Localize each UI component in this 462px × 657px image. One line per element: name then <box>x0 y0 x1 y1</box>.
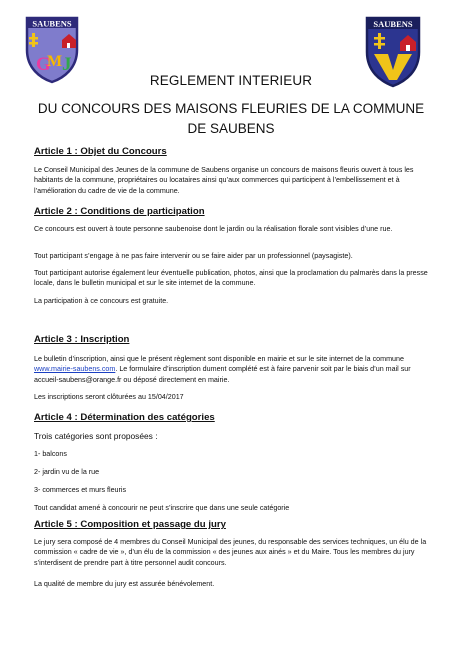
article-4-intro: Trois catégories sont proposées : <box>34 431 158 441</box>
category-item: 1- balcons <box>34 450 67 458</box>
article-1-text: Le Conseil Municipal des Jeunes de la commune de Saubens organise un concours de maisons fleuris ouvert à tous les habitants de la commune, propriétaires ou locataires ainsi qu’aux commerces qui participent à l’embellissement et à l’amélioration du cadre de vie de la commune. <box>34 166 414 195</box>
article-1-heading: Article 1 : Objet du Concours <box>34 146 167 157</box>
article-3-text-start: Le bulletin d’inscription, ainsi que le présent règlement sont disponible en mairie et sur le site internet de la commune <box>34 355 404 363</box>
article-2-paragraph-2: Tout participant s’engage à ne pas faire intervenir ou se faire aider par un professionnel (paysagiste). <box>34 252 353 260</box>
mairie-website-link[interactable]: www.mairie-saubens.com <box>34 365 116 374</box>
article-3-deadline: Les inscriptions seront clôturées au 15/04/2017 <box>34 393 184 401</box>
article-3-text <box>34 354 430 385</box>
document-subtitle: DU CONCOURS DES MAISONS FLEURIES DE LA COMMUNE DE SAUBENS <box>37 101 425 136</box>
category-item: 3- commerces et murs fleuris <box>34 486 127 494</box>
category-item: 2- jardin vu de la rue <box>34 468 100 476</box>
article-3-heading: Article 3 : Inscription <box>34 334 130 345</box>
crest-monogram-g: G <box>36 54 51 75</box>
article-4-heading: Article 4 : Détermination des catégories <box>34 412 215 423</box>
article-5-paragraph-1: Le jury sera composé de 4 membres du Conseil Municipal des jeunes, du responsable des services techniques, un élu de la commission « cadre de vie », d’un élu de la commission « des jeunes aux ainés » et du Maire. Tous les membres du jury s’interdisent de prendre part à titre personnel audit concours. <box>34 538 427 567</box>
document-title: REGLEMENT INTERIEUR <box>149 73 313 88</box>
article-5-paragraph-2: La qualité de membre du jury est assurée bénévolement. <box>34 580 215 588</box>
article-2-paragraph-1: Ce concours est ouvert à toute personne saubenoise dont le jardin ou la réalisation florale sont visibles d’une rue. <box>34 225 393 233</box>
article-3-text-end: . Le formulaire d’inscription dument complété est à faire parvenir soit par le biais d’un mail sur accueil-saubens@orange.fr ou déposé directement en mairie. <box>34 365 411 384</box>
article-2-paragraph-4: La participation à ce concours est gratuite. <box>34 297 169 305</box>
article-2-paragraph-3: Tout participant autorise également leur éventuelle publication, photos, ainsi que la proclamation du palmarès dans la presse locale, dans le bulletin municipal et sur le site internet de la commune. <box>34 269 428 288</box>
crest-monogram-j: J <box>62 54 72 75</box>
crest-left-banner: SAUBENS <box>32 18 72 29</box>
crest-right-banner: SAUBENS <box>373 19 413 29</box>
article-2-heading: Article 2 : Conditions de participation <box>34 206 205 217</box>
crest-monogram-m: M <box>47 53 63 70</box>
article-5-heading: Article 5 : Composition et passage du jury <box>34 519 226 530</box>
article-4-note: Tout candidat amené à concourir ne peut s’inscrire que dans une seule catégorie <box>34 504 290 512</box>
